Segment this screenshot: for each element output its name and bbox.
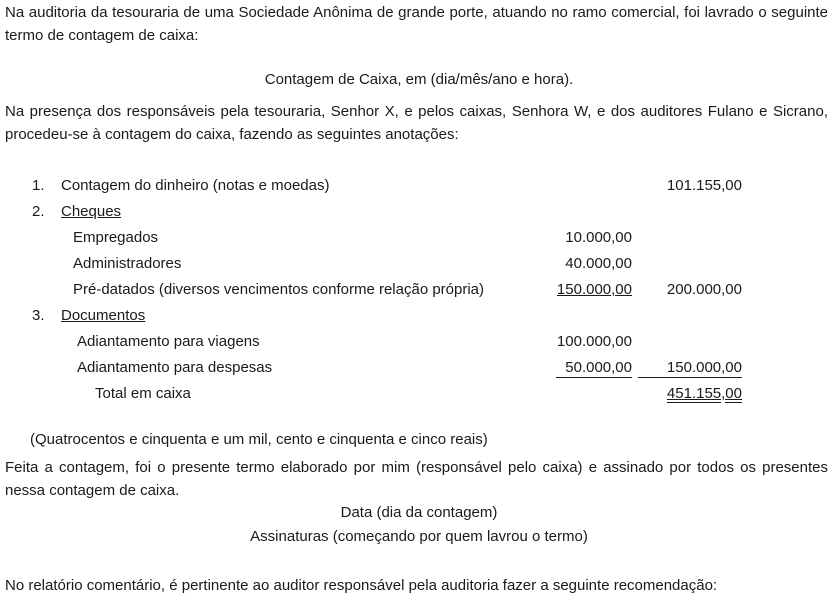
item-2-label: Cheques bbox=[61, 203, 122, 220]
item-1-label: Contagem do dinheiro (notas e moedas) bbox=[61, 177, 330, 194]
presence-paragraph: Na presença dos responsáveis pela tesouraria, Senhor X, e pelos caixas, Senhora W, e dos auditores Fulano e Sicrano, procedeu-se à contagem do caixa, fazendo as seguintes anotações: bbox=[5, 103, 828, 143]
grand-total-label: Total em caixa bbox=[95, 385, 191, 402]
grand-total-value: 451.155,00 bbox=[666, 385, 742, 402]
signatures-line: Assinaturas (começando por quem lavrou o termo) bbox=[250, 528, 588, 545]
cheques-row-label: Administradores bbox=[73, 255, 182, 272]
item-1-number: 1. bbox=[32, 177, 45, 194]
item-3-label: Documentos bbox=[61, 307, 146, 324]
documents-row-label: Adiantamento para despesas bbox=[77, 359, 273, 376]
item-1-total: 101.155,00 bbox=[666, 177, 742, 194]
cheques-row-value: 10.000,00 bbox=[565, 229, 632, 246]
item-2-total: 200.000,00 bbox=[666, 281, 742, 298]
cheques-row-label: Pré-datados (diversos vencimentos conforme relação própria) bbox=[73, 281, 485, 298]
documents-row-value: 100.000,00 bbox=[556, 333, 632, 350]
documents-row-label: Adiantamento para viagens bbox=[77, 333, 260, 350]
question-text: No relatório comentário, é pertinente ao auditor responsável pela auditoria fazer a seguinte recomendação: bbox=[5, 577, 718, 594]
item-3-total: 150.000,00 bbox=[638, 359, 742, 378]
closing-paragraph: Feita a contagem, foi o presente termo elaborado por mim (responsável pelo caixa) e assinado por todos os presentes nessa contagem de caixa. bbox=[5, 459, 828, 499]
item-2-number: 2. bbox=[32, 203, 45, 220]
cheques-row-label: Empregados bbox=[73, 229, 159, 246]
item-3-number: 3. bbox=[32, 307, 45, 324]
cheques-row-value: 150.000,00 bbox=[556, 281, 632, 298]
intro-paragraph: Na auditoria da tesouraria de uma Sociedade Anônima de grande porte, atuando no ramo comercial, foi lavrado o seguinte termo de contagem de caixa: bbox=[5, 4, 828, 44]
cheques-row-value: 40.000,00 bbox=[565, 255, 632, 272]
amount-in-words: (Quatrocentos e cinquenta e um mil, cento e cinquenta e cinco reais) bbox=[30, 431, 488, 448]
documents-row-value: 50.000,00 bbox=[556, 359, 632, 378]
date-line: Data (dia da contagem) bbox=[340, 504, 498, 521]
count-header: Contagem de Caixa, em (dia/mês/ano e hora). bbox=[264, 71, 574, 88]
